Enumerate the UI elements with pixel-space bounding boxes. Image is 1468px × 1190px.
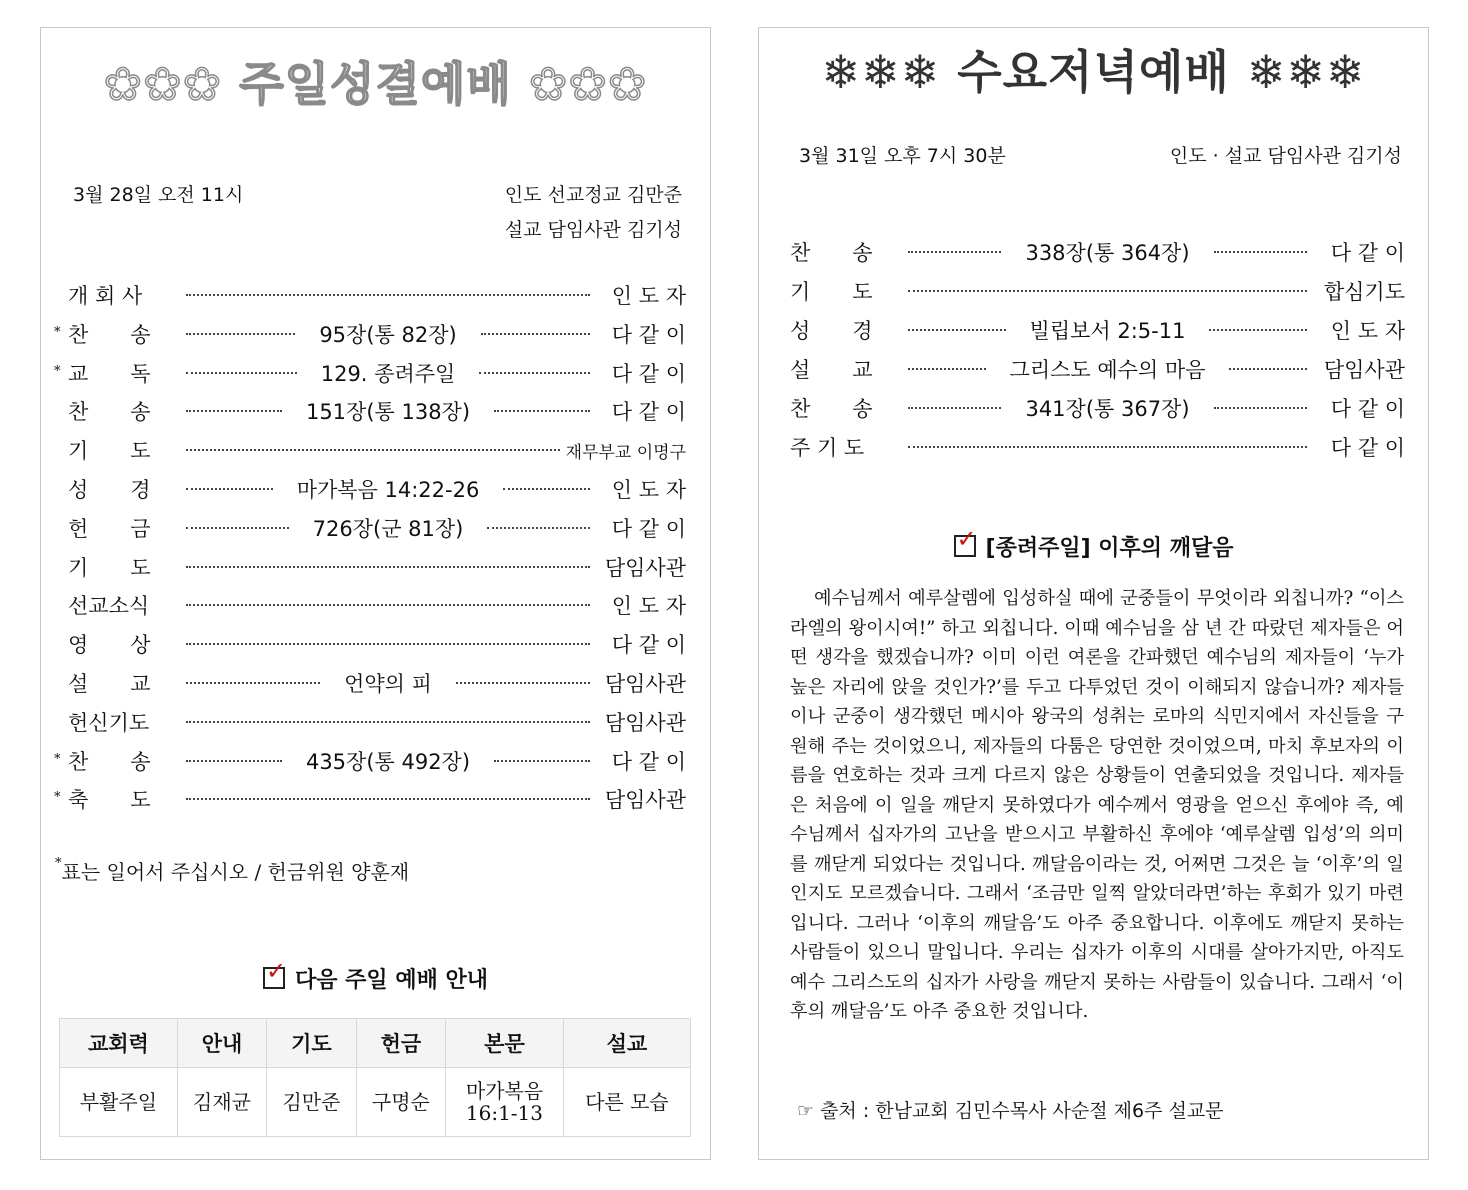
- standing-marker: *: [54, 751, 61, 767]
- service-item-label: * 찬 송: [54, 749, 151, 774]
- service-item-performer: 다 같 이: [611, 516, 686, 541]
- service-row: [790, 354, 1405, 384]
- service-item-performer: 다 같 이: [611, 633, 686, 658]
- dotted-leader: [186, 721, 590, 723]
- service-item-label: * 축 도: [54, 788, 151, 813]
- service-row: [68, 474, 686, 504]
- dotted-leader: [186, 527, 289, 529]
- service-item-label: 기 도: [790, 280, 873, 304]
- sunday-title: ❀❀❀ 주일성결예배 ❀❀❀: [103, 57, 648, 111]
- table-header-cell: 설교: [563, 1019, 690, 1068]
- dotted-leader: [186, 410, 282, 412]
- sunday-leader: 인도 선교정교 김만준: [504, 184, 682, 206]
- service-item-performer: 인 도 자: [611, 284, 686, 308]
- dotted-leader: [908, 407, 1001, 409]
- service-item-label: 헌 금: [68, 516, 151, 541]
- service-item-performer: 합심기도: [1323, 280, 1405, 304]
- dotted-leader: [186, 604, 590, 606]
- service-item-label: 찬 송: [68, 400, 151, 425]
- service-item-performer: 다 같 이: [1330, 436, 1405, 460]
- table-header-cell: 교회력: [60, 1019, 178, 1068]
- standing-marker: *: [54, 363, 61, 379]
- service-item-performer: 담임사관: [604, 555, 686, 580]
- service-item-content: 95장(통 82장): [319, 322, 457, 347]
- dotted-leader: [186, 449, 560, 451]
- service-row: [54, 784, 686, 814]
- dotted-leader: [503, 488, 590, 490]
- article-heading: ✓ [종려주일] 이후의 깨달음: [759, 531, 1428, 562]
- service-item-performer: 다 같 이: [611, 400, 686, 425]
- table-cell: 김재균: [177, 1068, 266, 1137]
- service-item-label: 영 상: [68, 633, 151, 658]
- dotted-leader: [456, 682, 590, 684]
- service-item-performer: 인 도 자: [611, 594, 686, 619]
- service-item-label: * 교 독: [54, 361, 151, 386]
- sunday-preacher: 설교 담임사관 김기성: [504, 219, 682, 241]
- dotted-leader: [494, 760, 590, 762]
- dotted-leader: [186, 372, 297, 374]
- service-row: [68, 707, 686, 737]
- service-item-content: 726장(군 81장): [312, 516, 464, 541]
- dotted-leader: [186, 798, 590, 800]
- sunday-date: 3월 28일 오전 11시: [73, 184, 244, 206]
- dotted-leader: [186, 760, 282, 762]
- service-item-label: 찬 송: [790, 241, 873, 265]
- service-item-label: 설 교: [790, 358, 873, 382]
- wednesday-date: 3월 31일 오후 7시 30분: [799, 145, 1006, 167]
- service-row: [68, 513, 686, 543]
- service-item-content: 338장(통 364장): [1025, 241, 1190, 265]
- dotted-leader: [186, 294, 590, 296]
- dotted-leader: [908, 290, 1307, 292]
- table-cell: 김만준: [267, 1068, 356, 1137]
- service-item-label: 헌신기도: [68, 710, 150, 735]
- service-row: [790, 432, 1405, 462]
- service-row: [790, 237, 1405, 267]
- table-header-cell: 기도: [267, 1019, 356, 1068]
- service-item-label: 주 기 도: [790, 436, 865, 460]
- service-item-label: 선교소식: [68, 594, 150, 619]
- dotted-leader: [487, 527, 590, 529]
- service-row: [54, 319, 686, 349]
- checkbox-icon: ✓: [263, 967, 285, 989]
- dotted-leader: [908, 368, 986, 370]
- dotted-leader: [908, 329, 1006, 331]
- service-item-content: 341장(통 367장): [1025, 397, 1190, 421]
- dotted-leader: [186, 682, 320, 684]
- table-header-cell: 안내: [177, 1019, 266, 1068]
- article-body: 예수님께서 예루살렘에 입성하실 때에 군중들이 무엇이라 외칩니까? “이스라엘의 왕이시여!” 하고 외칩니다. 이때 예수님을 삼 년 간 따랐던 제자들은 어떤 생각을 했겠습니까? 이미 이런 여론을 간파했던 예수님의 제자들이 ‘누가 높은 자리에 앉을 것인가?’를 두고 다투었던 것이 이해되지 않습니까? 제자들이나 군중이 생각했던 메시아 왕국의 성취는 로마의 식민지에서 자신들을 구원해 주는 것이었으니, 제자들의 다툼은 당연한 것이었으며, 마치 후보자의 이름을 연호하는 것과 크게 다르지 않은 상황들이 연출되었을 것입니다. 제자들은 처음에 이 일을 깨닫지 못하였다가 예수께서 영광을 얻으신 후에야 즉, 예수님께서 십자가의 고난을 받으시고 부활하신 후에야 ‘예루살렘 입성’의 의미를 깨닫게 되었다는 것입니다. 깨달음이라는 것, 어쩌면 그것은 늘 ‘이후’의 일인지도 모르겠습니다. 그래서 ‘조금만 일찍 알았더라면’하는 후회가 있기 마련입니다. 그러나 ‘이후의 깨달음’도 아주 중요합니다. 이후에도 깨닫지 못하는 사람들이 있으니 말입니다. 우리는 십자가 이후의 시대를 살아가지만, 아직도 예수 그리스도의 십자가 사랑을 깨닫지 못하는 사람들이 있습니다. 그래서 ‘이후의 깨달음’도 아주 중요한 것입니다.: [790, 588, 1404, 1022]
- service-item-performer: 다 같 이: [1330, 397, 1405, 421]
- service-item-performer: 담임사관: [604, 672, 686, 696]
- dotted-leader: [908, 251, 1001, 253]
- service-row: [68, 668, 686, 698]
- sunday-panel: [40, 27, 711, 1160]
- table-cell: 부활주일: [60, 1068, 178, 1137]
- dotted-leader: [479, 372, 590, 374]
- service-item-content: 그리스도 예수의 마음: [1009, 358, 1206, 382]
- service-item-performer: 담임사관: [604, 710, 686, 735]
- dotted-leader: [186, 333, 295, 335]
- article-source: ☞ 출처 : 한남교회 김민수목사 사순절 제6주 설교문: [797, 1100, 1224, 1122]
- service-row: [68, 280, 686, 310]
- dotted-leader: [1214, 251, 1307, 253]
- wednesday-panel: [758, 27, 1429, 1160]
- service-row: [54, 746, 686, 776]
- service-item-label: 찬 송: [790, 397, 873, 421]
- service-item-performer: 다 같 이: [611, 361, 686, 386]
- service-item-performer: 다 같 이: [611, 322, 686, 347]
- table-header-cell: 본문: [446, 1019, 564, 1068]
- dotted-leader: [1214, 407, 1307, 409]
- service-item-label: 성 경: [790, 319, 873, 343]
- dotted-leader: [186, 566, 590, 568]
- standing-marker: *: [54, 324, 61, 340]
- table-cell: 다른 모습: [563, 1068, 690, 1137]
- service-item-content: 빌립보서 2:5-11: [1029, 319, 1186, 343]
- table-header-cell: 헌금: [356, 1019, 445, 1068]
- service-item-label: 기 도: [68, 555, 151, 580]
- standing-marker: *: [54, 790, 61, 806]
- service-row: [790, 315, 1405, 345]
- dotted-leader: [481, 333, 590, 335]
- service-item-label: 개 회 사: [68, 284, 143, 308]
- service-row: [68, 590, 686, 620]
- service-item-performer: 인 도 자: [1330, 319, 1405, 343]
- service-item-content: 언약의 피: [344, 672, 432, 696]
- service-item-content: 129. 종려주일: [320, 361, 456, 386]
- service-item-label: 기 도: [68, 439, 151, 464]
- service-row: [68, 552, 686, 582]
- table-cell: 구명순: [356, 1068, 445, 1137]
- service-row: [68, 396, 686, 426]
- service-item-label: * 찬 송: [54, 322, 151, 347]
- dotted-leader: [186, 643, 590, 645]
- dotted-leader: [1229, 368, 1307, 370]
- service-row: [790, 276, 1405, 306]
- service-item-performer: 다 같 이: [1330, 241, 1405, 265]
- checkbox-icon: ✓: [954, 535, 976, 557]
- wednesday-leader: 인도 · 설교 담임사관 김기성: [1169, 145, 1402, 167]
- service-item-performer: 인 도 자: [611, 478, 686, 502]
- next-week-table: [59, 1018, 691, 1137]
- service-item-performer: 다 같 이: [611, 749, 686, 774]
- next-week-heading: ✓ 다음 주일 예배 안내: [41, 963, 710, 994]
- service-item-performer: 재무부교 이명구: [565, 442, 686, 463]
- service-row: [54, 358, 686, 388]
- service-item-performer: 담임사관: [1323, 358, 1405, 382]
- service-row: [68, 435, 686, 465]
- table-cell: 마가복음 16:1-13: [446, 1068, 564, 1137]
- dotted-leader: [1209, 329, 1307, 331]
- service-row: [790, 393, 1405, 423]
- standing-note: *표는 일어서 주십시오 / 헌금위원 양훈재: [55, 856, 410, 884]
- service-item-content: 435장(통 492장): [305, 749, 471, 774]
- service-item-performer: 담임사관: [604, 788, 686, 813]
- dotted-leader: [494, 410, 590, 412]
- service-item-label: 설 교: [68, 672, 151, 696]
- dotted-leader: [186, 488, 273, 490]
- service-item-label: 성 경: [68, 478, 151, 502]
- service-item-content: 마가복음 14:22-26: [296, 478, 480, 502]
- dotted-leader: [908, 446, 1307, 448]
- service-row: [68, 629, 686, 659]
- service-item-content: 151장(통 138장): [305, 400, 471, 425]
- wednesday-title: ❄❄❄ 수요저녁예배 ❄❄❄: [821, 45, 1366, 99]
